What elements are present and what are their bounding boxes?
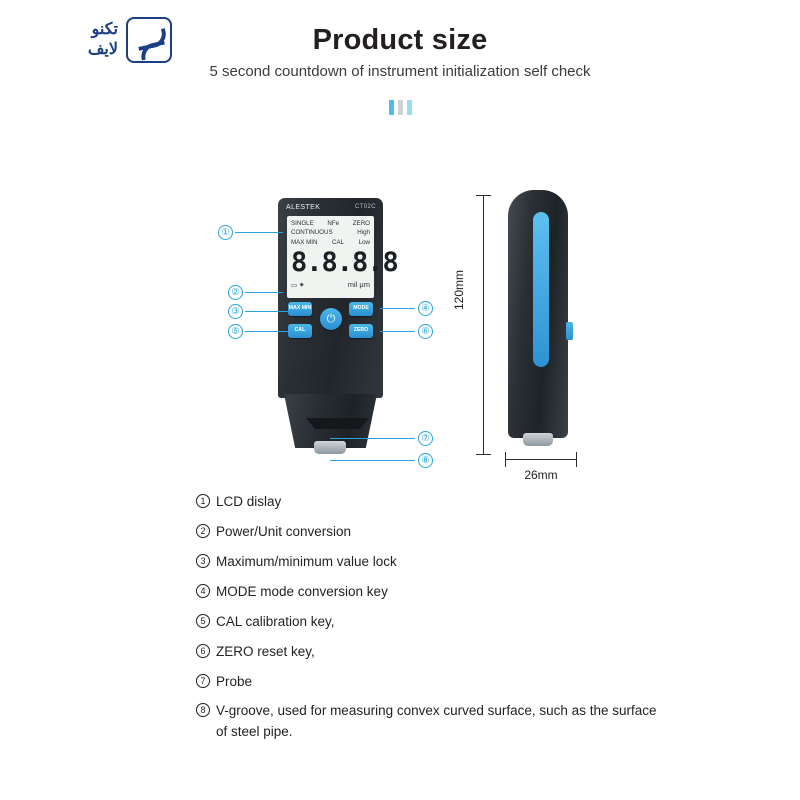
callout-3: ③ [228, 304, 243, 319]
legend-marker-6: 6 [196, 644, 210, 658]
device-keypad [278, 302, 383, 362]
lcd-single-label: SINGLE [291, 220, 314, 227]
leader-line-8 [330, 460, 415, 461]
legend-text-7: Probe [216, 673, 253, 689]
height-dimension-guide [470, 195, 496, 455]
device-model-name: CT02C [354, 204, 376, 210]
callout-1: ① [218, 225, 233, 240]
legend-list [196, 492, 666, 752]
legend-item-2 [196, 522, 666, 543]
page-subtitle: 5 second countdown of instrument initialization self check [209, 63, 591, 80]
callout-5: ⑤ [228, 324, 243, 339]
lcd-maxmin-label: MAX MIN [291, 238, 318, 246]
legend-text-6: ZERO reset key, [216, 643, 315, 659]
device-brand-row [286, 204, 376, 211]
device-side-view [500, 190, 580, 450]
lcd-screen [287, 216, 398, 298]
lcd-digits: 8.8.8.8 [291, 246, 398, 278]
height-dimension-label: 120mm [452, 269, 466, 310]
legend-item-1 [196, 492, 666, 513]
device-front-view [278, 198, 398, 448]
legend-marker-3: 3 [196, 554, 210, 568]
lcd-high-label: High [357, 229, 370, 237]
lcd-cal-label: CAL [332, 238, 345, 246]
lcd-battery-icon: ▭ ✷ [291, 281, 305, 289]
lcd-indicator-row-2 [291, 228, 370, 237]
device-side-button [566, 322, 573, 340]
cal-button[interactable]: CAL [288, 324, 312, 338]
leader-line-6 [380, 331, 415, 332]
lcd-nfe-label: NFe [327, 220, 340, 227]
callout-4: ④ [418, 301, 433, 316]
legend-text-3: Maximum/minimum value lock [216, 553, 397, 569]
lcd-status-row [291, 280, 370, 289]
legend-item-5 [196, 612, 666, 633]
brand-logo-line2: لایف [87, 41, 118, 58]
device-side-stripe [533, 212, 549, 367]
device-side-probe [523, 433, 553, 446]
legend-marker-2: 2 [196, 524, 210, 538]
legend-marker-5: 5 [196, 614, 210, 628]
legend-marker-7: 7 [196, 674, 210, 688]
product-figure [0, 150, 800, 490]
lcd-low-label: Low [358, 238, 370, 246]
leader-line-1 [235, 232, 283, 233]
lcd-units-label: mil μm [347, 279, 370, 289]
legend-text-1: LCD dislay [216, 494, 282, 509]
legend-text-4: MODE mode conversion key [216, 583, 388, 599]
legend-item-6 [196, 642, 666, 663]
brand-logo-line1: تکنو [91, 21, 118, 38]
callout-7: ⑦ [418, 431, 433, 446]
mode-button[interactable]: MODE [349, 302, 373, 316]
leader-line-3 [245, 311, 288, 312]
lcd-indicator-row-1 [291, 219, 370, 228]
lcd-zero-label: ZERO [352, 220, 370, 227]
lcd-continuous-label: CONTINUOUS [291, 229, 333, 237]
legend-item-7 [196, 672, 666, 693]
callout-8: ⑧ [418, 453, 433, 468]
v-groove [306, 418, 369, 443]
legend-item-4 [196, 582, 666, 603]
legend-marker-8: 8 [196, 703, 210, 717]
probe [314, 441, 346, 454]
page-title: Product size [312, 24, 488, 56]
callout-2: ② [228, 285, 243, 300]
legend-marker-1: 1 [196, 494, 210, 508]
decorative-bars [0, 100, 800, 115]
width-dimension-guide [505, 450, 577, 470]
legend-marker-4: 4 [196, 584, 210, 598]
legend-text-8: V-groove, used for measuring convex curved surface, such as the surface of steel pipe. [216, 703, 657, 740]
leader-line-5 [245, 331, 288, 332]
legend-text-2: Power/Unit conversion [216, 523, 352, 539]
legend-item-8 [196, 701, 666, 743]
device-brand-name: ALESTEK [286, 204, 321, 211]
power-button[interactable]: ⏻ [320, 308, 342, 330]
legend-item-3 [196, 552, 666, 573]
zero-button[interactable]: ZERO [349, 324, 373, 338]
callout-6: ⑥ [418, 324, 433, 339]
legend-text-5: CAL calibration key, [216, 613, 335, 629]
maxmin-button[interactable]: MAX MIN [288, 302, 312, 316]
device-side-body [508, 190, 568, 438]
leader-line-7 [330, 438, 415, 439]
leader-line-4 [380, 308, 415, 309]
device-front-body [278, 198, 398, 398]
width-dimension-label: 26mm [524, 468, 558, 482]
lcd-indicator-row-3 [291, 238, 370, 247]
leader-line-2 [245, 292, 283, 293]
